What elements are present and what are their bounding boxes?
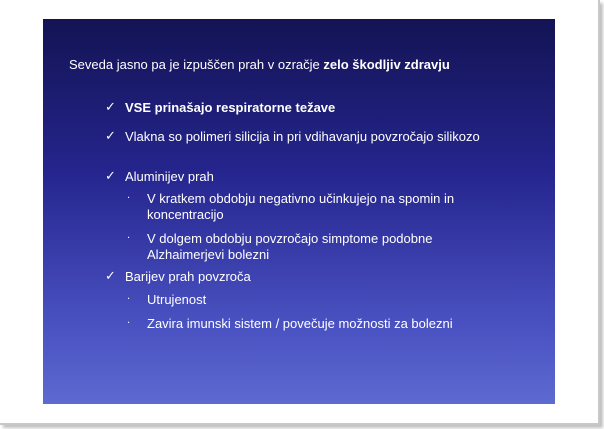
intro-emphasis: zelo škodljiv zdravju (323, 57, 450, 72)
sub-item-kratko-line2: koncentracijo (147, 207, 224, 222)
sub-item-imunski: Zavira imunski sistem / povečuje možnosti za bolezni (147, 316, 453, 331)
slide (43, 19, 555, 404)
check-icon: ✓ (105, 269, 116, 284)
sub-item-kratko-line1: V kratkem obdobju negativno učinkujejo na spomin in (147, 191, 455, 206)
bullet-dot-icon: · (127, 193, 131, 204)
bullet-dot-icon: · (127, 233, 131, 244)
sub-item-utrujenost: Utrujenost (147, 292, 207, 307)
bullet-item-aluminij: Aluminijev prah (125, 169, 214, 184)
bullet-item-vse: VSE prinašajo respiratorne težave (125, 100, 336, 115)
bullet-item-vlakna: Vlakna so polimeri silicija in pri vdihavanju povzročajo silikozo (125, 129, 480, 144)
check-icon: ✓ (105, 100, 116, 115)
bullet-dot-icon: · (127, 318, 131, 329)
sub-item-dolgo-line1: V dolgem obdobju povzročajo simptome podobne (147, 231, 433, 246)
sub-item-dolgo-line2: Alzhaimerjevi bolezni (147, 247, 270, 262)
slide-intro (69, 57, 450, 72)
bullet-item-barij: Barijev prah povzroča (125, 269, 251, 284)
intro-text: Seveda jasno pa je izpuščen prah v ozračje (69, 57, 324, 72)
bullet-dot-icon: · (127, 294, 131, 305)
check-icon: ✓ (105, 169, 116, 184)
check-icon: ✓ (105, 129, 116, 144)
